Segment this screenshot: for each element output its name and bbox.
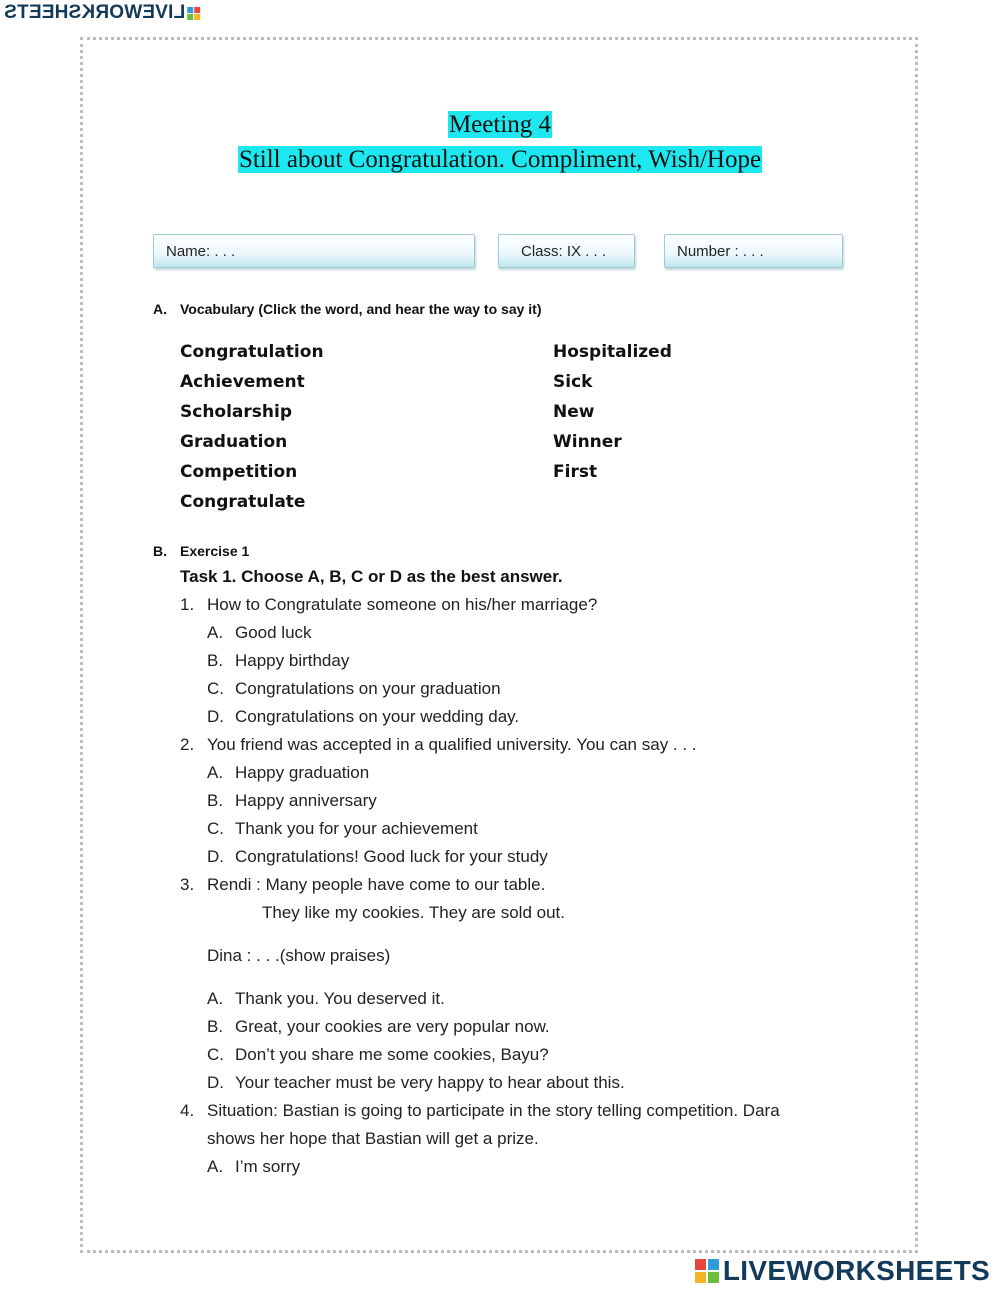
exercise-heading: Exercise 1 — [180, 543, 250, 559]
vocab-word[interactable]: Scholarship — [180, 402, 293, 422]
vocab-word[interactable]: Competition — [180, 462, 298, 482]
option-text: Good luck — [235, 623, 312, 642]
option-letter: A. — [207, 1157, 224, 1176]
question-text: They like my cookies. They are sold out. — [262, 903, 565, 922]
question-number: 4. — [180, 1101, 195, 1120]
option-letter: A. — [207, 623, 224, 642]
vocab-word[interactable]: New — [553, 402, 595, 422]
option-letter: B. — [207, 651, 224, 670]
worksheet-frame — [80, 37, 918, 1253]
option-letter: B. — [207, 791, 224, 810]
vocabulary-heading: Vocabulary (Click the word, and hear the way to say it) — [180, 301, 542, 317]
option-letter: D. — [207, 707, 224, 726]
option-letter: C. — [207, 679, 224, 698]
question-text: Dina : . . .(show praises) — [207, 946, 391, 965]
vocab-word[interactable]: Sick — [553, 372, 593, 392]
task-instruction: Task 1. Choose A, B, C or D as the best answer. — [180, 567, 563, 586]
option-text: Happy anniversary — [235, 791, 377, 810]
question-text: Rendi : Many people have come to our table. — [207, 875, 546, 894]
option-letter: B. — [207, 1017, 224, 1036]
option-text: Don’t you share me some cookies, Bayu? — [235, 1045, 549, 1064]
option-text: Congratulations on your wedding day. — [235, 707, 520, 726]
logo-tiles-icon — [187, 7, 200, 20]
option-text: Thank you. You deserved it. — [235, 989, 445, 1008]
vocab-word[interactable]: First — [553, 462, 598, 482]
section-a-marker: A. — [153, 301, 167, 317]
logo-tiles-icon — [695, 1259, 719, 1283]
option-text: Happy birthday — [235, 651, 350, 670]
question-text: You friend was accepted in a qualified university. You can say . . . — [207, 735, 697, 754]
question-number: 3. — [180, 875, 195, 894]
option-letter: C. — [207, 819, 224, 838]
class-field[interactable]: Class: IX . . . — [498, 234, 635, 268]
name-field[interactable]: Name: . . . — [153, 234, 475, 268]
question-text: shows her hope that Bastian will get a prize. — [207, 1129, 539, 1148]
brand-logo-top — [4, 2, 200, 24]
option-letter: C. — [207, 1045, 224, 1064]
number-field[interactable]: Number : . . . — [664, 234, 843, 268]
vocab-word[interactable]: Congratulation — [180, 342, 324, 362]
option-letter: D. — [207, 1073, 224, 1092]
option-letter: A. — [207, 763, 224, 782]
option-text: Thank you for your achievement — [235, 819, 478, 838]
page-subtitle: Still about Congratulation. Compliment, Wish/Hope — [238, 146, 762, 173]
option-text: Congratulations! Good luck for your study — [235, 847, 548, 866]
option-letter: D. — [207, 847, 224, 866]
option-text: Your teacher must be very happy to hear about this. — [235, 1073, 625, 1092]
option-text: Great, your cookies are very popular now. — [235, 1017, 550, 1036]
vocab-word[interactable]: Graduation — [180, 432, 288, 452]
question-number: 1. — [180, 595, 195, 614]
option-text: I’m sorry — [235, 1157, 301, 1176]
brand-name-bottom: LIVEWORKSHEETS — [722, 1255, 990, 1286]
vocab-word[interactable]: Achievement — [180, 372, 305, 392]
question-number: 2. — [180, 735, 195, 754]
meeting-title: Meeting 4 — [448, 111, 552, 138]
option-text: Congratulations on your graduation — [235, 679, 501, 698]
vocab-word[interactable]: Hospitalized — [553, 342, 672, 362]
question-text: How to Congratulate someone on his/her marriage? — [207, 595, 598, 614]
vocab-word[interactable]: Congratulate — [180, 492, 306, 512]
question-text: Situation: Bastian is going to participate in the story telling competition. Dara — [207, 1101, 780, 1120]
option-letter: A. — [207, 989, 224, 1008]
brand-logo-bottom — [695, 1255, 990, 1287]
option-text: Happy graduation — [235, 763, 370, 782]
brand-name-top: LIVEWORKSHEETS — [4, 2, 186, 23]
vocab-word[interactable]: Winner — [553, 432, 622, 452]
section-b-marker: B. — [153, 543, 167, 559]
